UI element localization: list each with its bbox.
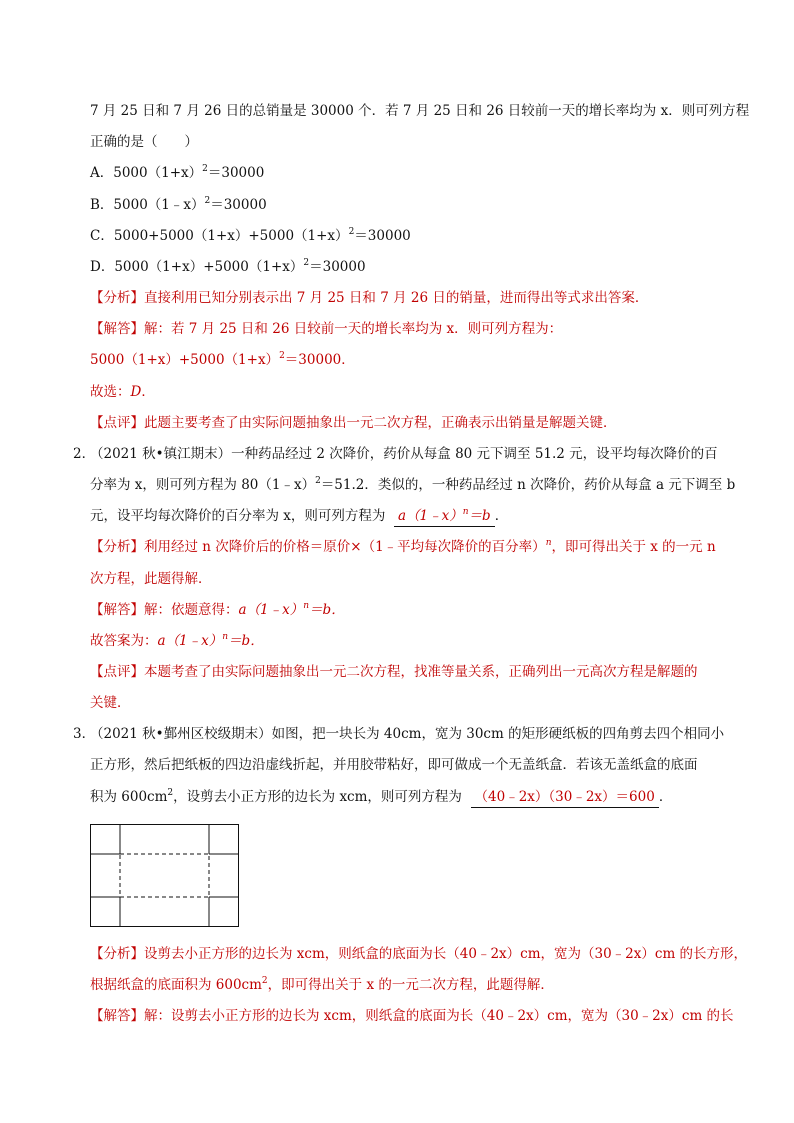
q1-solution-line2: $5000(1+x)+5000(1+x)^2=30000$． (90, 351, 355, 368)
q1-stem-line2: 正确的是（ ） (90, 134, 198, 150)
q1-option-b: B．5000（1﹣x）$^2$＝30000 (90, 196, 267, 213)
q1-option-a: A．$5000(1+x)^2=30000$ (90, 164, 265, 181)
cardboard-figure (90, 824, 240, 928)
q2-final-answer: 故答案为：a（1﹣x）$^n$＝b． (90, 632, 264, 649)
q2-stem-line3: 元，设平均每次降价的百分率为 x，则可列方程为 a（1﹣x）$^n$＝b ． (90, 506, 508, 527)
q1-option-d: D．$5000(1+x)+5000(1+x)^2=30000$ (90, 258, 366, 275)
q3-stem-line3: 积为 $600cm^2$，设剪去小正方形的边长为 xcm，则可列方程为 （40﹣2x）（30﹣2x）＝600 ． (90, 787, 672, 808)
q2-comment-line1: 【点评】本题考查了由实际问题抽象出一元二次方程，找准等量关系，正确列出一元高次方程是解题的 (90, 664, 698, 680)
q3-answer: （40﹣2x）（30﹣2x）＝600 (471, 787, 659, 808)
q1-choose: 故选：D． (90, 384, 155, 400)
q3-number: 3． (73, 726, 96, 742)
fold-line-dashed (120, 854, 209, 897)
q3-stem-line2: 正方形，然后把纸板的四边沿虚线折起，并用胶带粘好，即可做成一个无盖纸盒．若该无盖纸盒的底面 (90, 757, 698, 773)
q2-stem-line1: （2021 秋•镇江期末）一种药品经过 2 次降价，药价从每盒 80 元下调至 51.2 元，设平均每次降价的百 (90, 446, 718, 462)
cardboard-outline (91, 825, 239, 927)
q3-stem-line1: （2021 秋•鄞州区校级期末）如图，把一块长为 40cm，宽为 30cm 的矩形硬纸板的四角剪去四个相同小 (90, 726, 725, 742)
q3-analysis-line2: 根据纸盒的底面积为 $600cm^2$，即可得出关于 x 的一元二次方程，此题得解． (90, 976, 554, 993)
q2-number: 2． (73, 446, 96, 462)
q2-solution: 【解答】解：依题意得：a（1﹣x）$^n$＝b． (90, 601, 345, 618)
q1-stem-line1: 7 月 25 日和 7 月 26 日的总销量是 30000 个．若 7 月 25 日和 26 日较前一天的增长率均为 x．则可列方程 (90, 103, 750, 119)
q2-answer: a（1﹣x）$^n$＝b (394, 506, 495, 527)
q1-solution-line1: 【解答】解：若 7 月 25 日和 26 日较前一天的增长率均为 x．则可列方程为： (90, 321, 563, 337)
q2-stem-line2: 分率为 x，则可列方程为 80（1﹣x）$^2$＝51.2．类似的，一种药品经过 n 次降价，药价从每盒 a 元下调至 b (90, 476, 736, 493)
q2-comment-line2: 关键． (90, 695, 131, 711)
q1-option-c: C．$5000+5000(1+x)+5000(1+x)^2=30000$ (90, 227, 411, 244)
q3-analysis-line1: 【分析】设剪去小正方形的边长为 xcm，则纸盒的底面为长（40﹣2x）cm，宽为（30﹣2x）cm 的长方形， (90, 946, 748, 962)
q2-analysis-line1: 【分析】利用经过 n 次降价后的价格＝原价×（1﹣平均每次降价的百分率）$^n$，即可得出关于 x 的一元 n (90, 538, 716, 555)
q1-analysis: 【分析】直接利用已知分别表示出 7 月 25 日和 7 月 26 日的销量，进而得出等式求出答案． (90, 290, 649, 306)
q2-analysis-line2: 次方程，此题得解． (90, 571, 212, 587)
q1-comment: 【点评】此题主要考查了由实际问题抽象出一元二次方程，正确表示出销量是解题关键． (90, 415, 617, 431)
q3-solution-line1: 【解答】解：设剪去小正方形的边长为 xcm，则纸盒的底面为长（40﹣2x）cm，宽为（30﹣2x）cm 的长 (90, 1008, 734, 1024)
